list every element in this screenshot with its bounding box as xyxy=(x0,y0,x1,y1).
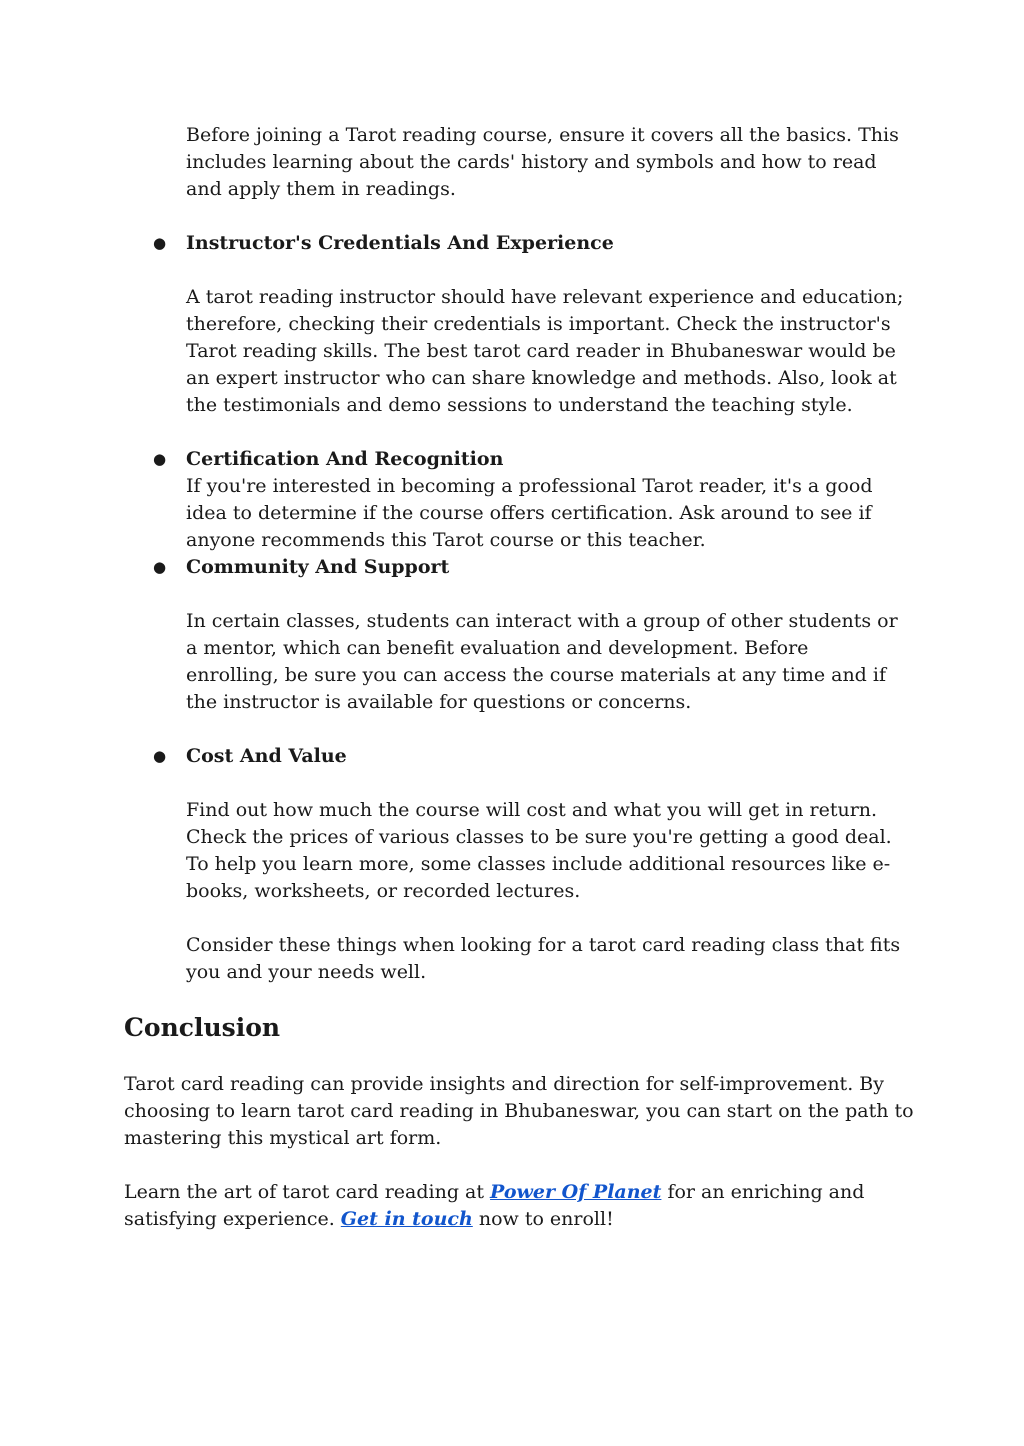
section-body-certification: If you're interested in becoming a professional Tarot reader, it's a good idea to determine if the course offers certification. Ask around to see if anyone recommends this Tarot course or this teacher. xyxy=(186,475,873,551)
bullet-icon: ● xyxy=(153,747,167,765)
call-to-action-paragraph xyxy=(124,1179,914,1233)
bullet-icon: ● xyxy=(153,558,167,576)
section-heading-cost: Cost And Value xyxy=(186,745,347,767)
cta-text-middle: for an enriching and satisfying experience. xyxy=(124,1181,865,1230)
section-heading-instructor: Instructor's Credentials And Experience xyxy=(186,232,614,254)
bullet-icon: ● xyxy=(153,450,167,468)
section-body-instructor: A tarot reading instructor should have relevant experience and education; therefore, checking their credentials is important. Check the instructor's Tarot reading skills. The best tarot card reader in Bhubaneswar would be an expert instructor who can share knowledge and methods. Also, look at the testimonials and demo sessions to understand the teaching style. xyxy=(186,286,904,416)
conclusion-heading: Conclusion xyxy=(124,1013,281,1042)
cta-text-start: Learn the art of tarot card reading at xyxy=(124,1181,491,1203)
get-in-touch-link[interactable]: Get in touch xyxy=(340,1208,473,1230)
section-heading-community: Community And Support xyxy=(186,556,450,578)
conclusion-paragraph: Tarot card reading can provide insights and direction for self-improvement. By choosing to learn tarot card reading in Bhubaneswar, you can start on the path to mastering this mystical art form. xyxy=(124,1073,914,1149)
intro-paragraph: Before joining a Tarot reading course, ensure it covers all the basics. This includes learning about the cards' history and symbols and how to read and apply them in readings. xyxy=(186,124,899,200)
cta-text-end: now to enroll! xyxy=(472,1208,614,1230)
section-closing-paragraph: Consider these things when looking for a tarot card reading class that fits you and your needs well. xyxy=(186,934,901,983)
section-body-cost: Find out how much the course will cost and what you will get in return. Check the prices of various classes to be sure you're getting a good deal. To help you learn more, some classes include additional resources like e-books, worksheets, or recorded lectures. xyxy=(186,799,892,902)
bullet-icon: ● xyxy=(153,234,167,252)
power-of-planet-link[interactable]: Power Of Planet xyxy=(490,1181,662,1203)
section-body-community: In certain classes, students can interact with a group of other students or a mentor, which can benefit evaluation and development. Before enrolling, be sure you can access the course materials at any time and if the instructor is available for questions or concerns. xyxy=(186,610,898,713)
section-heading-certification: Certification And Recognition xyxy=(186,448,504,470)
